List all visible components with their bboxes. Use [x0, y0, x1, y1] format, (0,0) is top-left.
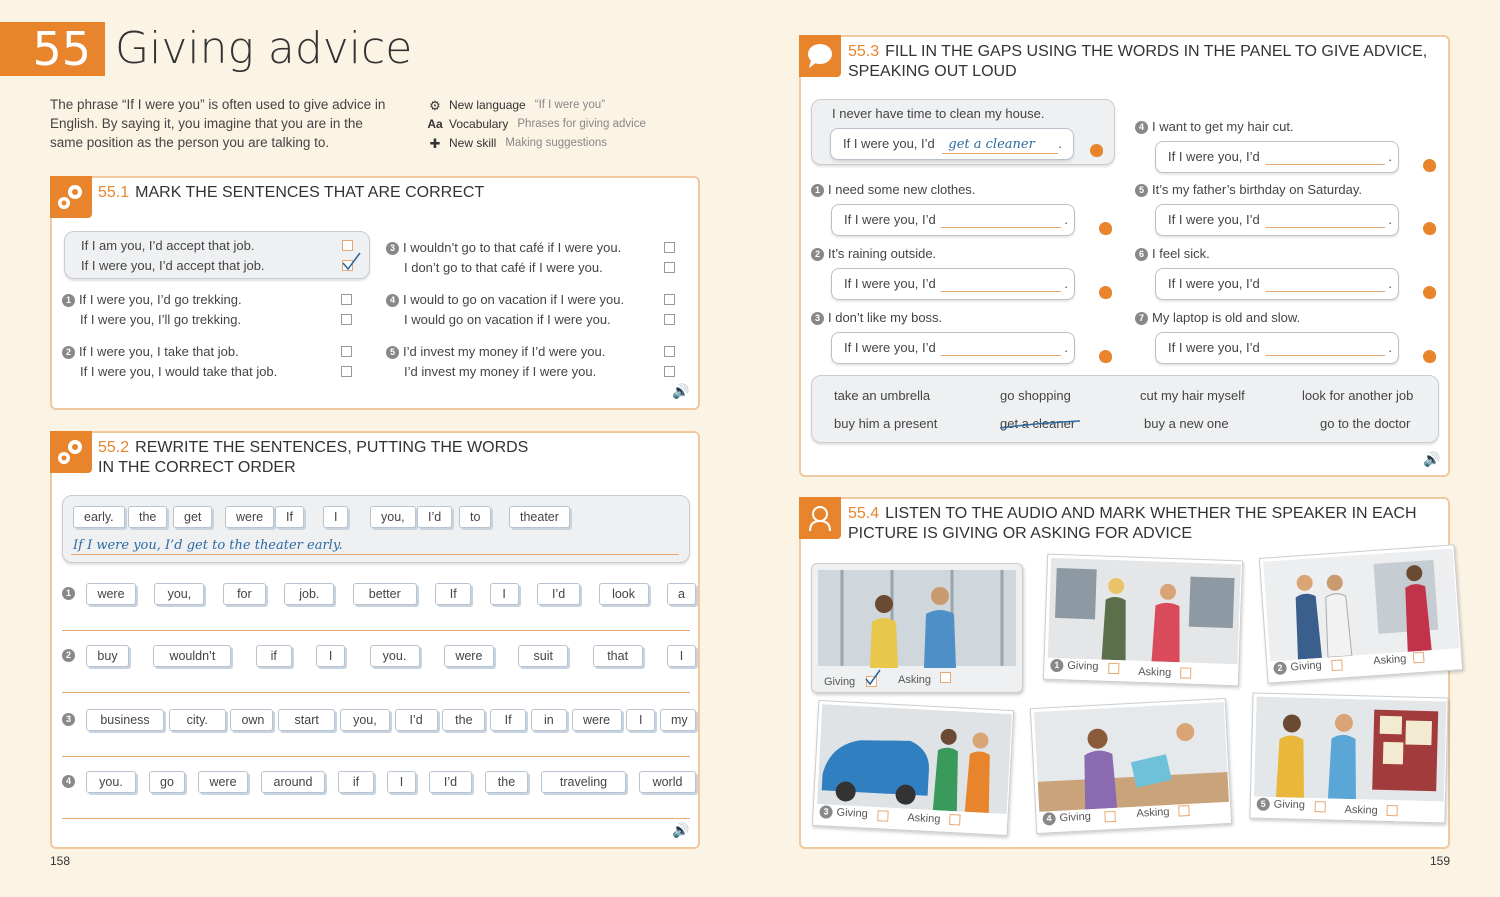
- chapter-title: Giving advice: [115, 23, 413, 74]
- audio-speaker-icon[interactable]: 🔊: [672, 822, 690, 838]
- question-number: 4: [386, 294, 399, 307]
- example-answer-bubble: If I were you, I’d get a cleaner .: [830, 128, 1074, 160]
- exercise-header: [98, 183, 484, 203]
- word-tile[interactable]: go: [149, 771, 185, 793]
- asking-label: Asking: [1136, 806, 1170, 820]
- example-sentence-b: If I were you, I’d accept that job.: [81, 258, 265, 273]
- question-number: 7: [1135, 312, 1148, 325]
- asking-label: Asking: [1137, 665, 1172, 680]
- meta-label: Vocabulary: [449, 117, 509, 131]
- sentence-text: I wouldn’t go to that café if I were you.: [403, 240, 622, 255]
- question-number: 5: [1135, 184, 1148, 197]
- speaking-head-icon: [1423, 159, 1436, 172]
- asking-label: Asking: [907, 811, 941, 826]
- word-tile[interactable]: that: [593, 645, 643, 667]
- giving-label: Giving: [824, 676, 856, 688]
- question-number: 1: [62, 294, 75, 307]
- answer-stem: If I were you, I’d: [843, 136, 935, 151]
- asking-label: Asking: [1372, 652, 1407, 668]
- exercise-55-4: [799, 497, 1450, 849]
- answer-blank[interactable]: [1265, 277, 1385, 292]
- word-tile[interactable]: buy: [86, 645, 129, 667]
- question-number: 3: [819, 805, 833, 819]
- answer-line: [62, 630, 690, 631]
- example-answer: get a cleaner: [942, 137, 1058, 154]
- word-tile[interactable]: business: [86, 709, 164, 731]
- word-tile[interactable]: early.: [73, 506, 125, 528]
- giving-checkbox[interactable]: [1108, 663, 1119, 674]
- example-sentence-a: If I am you, I’d accept that job.: [81, 238, 255, 253]
- asking-checkbox[interactable]: [1180, 667, 1191, 678]
- question-number: 3: [62, 713, 75, 726]
- example-box: [62, 495, 690, 563]
- speaking-head-icon: [1099, 286, 1112, 299]
- item-2-a: [62, 342, 239, 362]
- prompt-text: My laptop is old and slow.: [1152, 310, 1301, 325]
- prompt-5: [1135, 180, 1362, 200]
- scene-illustration: [1263, 548, 1460, 661]
- exercise-55-1: [50, 176, 700, 410]
- scene-illustration: [817, 704, 1012, 814]
- word-tile[interactable]: were: [86, 583, 136, 605]
- word-tile[interactable]: city.: [169, 709, 226, 731]
- gears-icon: ⚙: [429, 98, 441, 113]
- speaking-head-icon: [1090, 144, 1103, 157]
- question-number: 1: [811, 184, 824, 197]
- word-tile[interactable]: you,: [370, 506, 416, 528]
- word-tile[interactable]: I’d: [429, 771, 472, 793]
- asking-checkbox[interactable]: [949, 814, 961, 826]
- prompt-text: I feel sick.: [1152, 246, 1210, 261]
- example-answer: If I were you, I’d get to the theater early.: [73, 538, 343, 553]
- speaking-head-icon: [1099, 350, 1112, 363]
- exercise-title: MARK THE SENTENCES THAT ARE CORRECT: [135, 184, 485, 201]
- meta-label: New language: [449, 98, 526, 112]
- scene-illustration: [1254, 697, 1447, 802]
- prompt-text: It’s raining outside.: [828, 246, 937, 261]
- answer-stem: If I were you, I’d: [844, 340, 936, 355]
- answer-blank[interactable]: [941, 277, 1061, 292]
- item-1-b: If I were you, I’ll go trekking.: [80, 312, 242, 327]
- picture-3: [812, 700, 1014, 836]
- picture-example: [811, 563, 1023, 693]
- scene-illustration: [1048, 558, 1241, 665]
- exercise-header: [848, 42, 1427, 82]
- word-tile[interactable]: were: [572, 709, 622, 731]
- asking-label: Asking: [898, 674, 932, 686]
- item-5-a: [386, 342, 605, 362]
- chapter-meta: [426, 96, 646, 153]
- chapter-intro: The phrase “If I were you” is often used to give advice in English. By saying it, you imagine that you are in the same position as the person you are talking to.: [50, 97, 386, 150]
- question-number: 4: [1135, 121, 1148, 134]
- exercise-title: FILL IN THE GAPS USING THE WORDS IN THE PANEL TO GIVE ADVICE,: [885, 43, 1428, 60]
- speech-bubble-icon: [799, 35, 841, 77]
- asking-checkbox[interactable]: [940, 672, 951, 683]
- picture-2: [1259, 544, 1463, 683]
- word-tile[interactable]: were: [225, 506, 274, 528]
- exercise-title: LISTEN TO THE AUDIO AND MARK WHETHER THE SPEAKER IN EACH: [885, 505, 1417, 522]
- word-tile[interactable]: I: [316, 645, 345, 667]
- question-number: 2: [62, 346, 75, 359]
- word-tile[interactable]: my: [660, 709, 696, 731]
- speaking-head-icon: [1099, 222, 1112, 235]
- question-number: 2: [811, 248, 824, 261]
- word-tile[interactable]: I: [490, 583, 519, 605]
- sentence-text: If I were you, I take that job.: [79, 344, 239, 359]
- answer-stem: If I were you, I’d: [1168, 212, 1260, 227]
- speaking-head-icon: [1423, 222, 1436, 235]
- prompt-text: I don’t like my boss.: [828, 310, 943, 325]
- answer-stem: If I were you, I’d: [1168, 340, 1260, 355]
- answer-bubble: If I were you, I’d .: [831, 268, 1075, 300]
- example-box: [64, 231, 370, 279]
- prompt-text: I need some new clothes.: [828, 182, 976, 197]
- chapter-number: 55: [0, 22, 105, 76]
- word-tile[interactable]: If: [275, 506, 304, 528]
- word-tile[interactable]: world: [639, 771, 696, 793]
- speaking-head-icon: [1423, 350, 1436, 363]
- question-number: 6: [1135, 248, 1148, 261]
- picture-caption: [819, 805, 868, 821]
- giving-label: Giving: [1273, 798, 1306, 812]
- checkbox[interactable]: [341, 294, 352, 305]
- word-tile[interactable]: you,: [154, 583, 204, 605]
- item-4-a: [386, 290, 624, 310]
- picture-caption: [1042, 810, 1091, 826]
- panel-phrase: buy him a present: [834, 416, 938, 431]
- word-tile[interactable]: wouldn’t: [153, 645, 231, 667]
- word-tile[interactable]: for: [223, 583, 266, 605]
- page-number-left: 158: [50, 854, 71, 868]
- prompt-6: [1135, 244, 1210, 264]
- word-tile[interactable]: I: [387, 771, 416, 793]
- picture-caption: [1050, 659, 1099, 674]
- gear-icon: [50, 431, 92, 473]
- item-3-b: I don’t go to that café if I were you.: [404, 260, 603, 275]
- prompt-7: [1135, 308, 1300, 328]
- asking-checkbox[interactable]: [1178, 805, 1190, 817]
- prompt-text: I want to get my hair cut.: [1152, 119, 1294, 134]
- prompt-3: [811, 308, 942, 328]
- item-5-b: I’d invest my money if I were you.: [404, 364, 597, 379]
- exercise-55-3: [799, 35, 1450, 477]
- checkbox[interactable]: [341, 314, 352, 325]
- gear-icon: [50, 176, 92, 218]
- word-tile[interactable]: theater: [509, 506, 570, 528]
- word-tile[interactable]: around: [261, 771, 325, 793]
- item-2-b: If I were you, I would take that job.: [80, 364, 278, 379]
- panel-phrase-used: get a cleaner: [1000, 416, 1076, 431]
- exercise-55-2: [50, 431, 700, 849]
- prompt-1: [811, 180, 975, 200]
- picture-1: [1043, 554, 1243, 687]
- giving-checkbox[interactable]: [1315, 801, 1326, 812]
- picture-caption: [1257, 798, 1306, 812]
- answer-blank[interactable]: [1265, 150, 1385, 165]
- question-number: 5: [1257, 798, 1270, 811]
- word-tile[interactable]: I: [626, 709, 655, 731]
- answer-bubble: If I were you, I’d .: [1155, 204, 1399, 236]
- word-tile[interactable]: suit: [518, 645, 568, 667]
- picture-5: [1249, 692, 1448, 823]
- word-tile[interactable]: if: [338, 771, 374, 793]
- scene-illustration: [1034, 702, 1229, 812]
- giving-checkbox[interactable]: [1104, 811, 1116, 823]
- meta-value: Phrases for giving advice: [517, 118, 646, 130]
- answer-line: [62, 692, 690, 693]
- speaking-head-icon: [1423, 286, 1436, 299]
- asking-checkbox[interactable]: [1386, 805, 1397, 816]
- prompt-2: [811, 244, 936, 264]
- example-prompt: I never have time to clean my house.: [832, 106, 1045, 121]
- meta-new-language: [426, 96, 646, 115]
- exercise-title-line2: SPEAKING OUT LOUD: [848, 63, 1017, 80]
- page-number-right: 159: [1430, 854, 1451, 868]
- word-tile[interactable]: I’d: [417, 506, 452, 528]
- answer-bubble: If I were you, I’d .: [831, 204, 1075, 236]
- exercise-header: [848, 504, 1417, 544]
- exercise-title: REWRITE THE SENTENCES, PUTTING THE WORDS: [135, 439, 529, 456]
- question-number: 5: [386, 346, 399, 359]
- word-tile[interactable]: I: [667, 645, 696, 667]
- answer-blank[interactable]: [941, 213, 1061, 228]
- strike-line: [998, 419, 1082, 431]
- audio-speaker-icon[interactable]: 🔊: [1423, 451, 1441, 467]
- exercise-number: 55.2: [98, 439, 130, 456]
- answer-line: [71, 554, 679, 555]
- giving-checkbox[interactable]: [1331, 659, 1343, 671]
- exercise-header: [98, 438, 528, 478]
- asking-label: Asking: [1344, 803, 1378, 817]
- word-tile[interactable]: own: [230, 709, 273, 731]
- checkbox[interactable]: [341, 346, 352, 357]
- question-number: 2: [62, 649, 75, 662]
- answer-stem: If I were you, I’d: [844, 212, 936, 227]
- word-tile[interactable]: if: [256, 645, 292, 667]
- question-number: 1: [62, 587, 75, 600]
- item-3-a: [386, 238, 621, 258]
- word-tile[interactable]: job.: [284, 583, 334, 605]
- checkbox[interactable]: [664, 294, 675, 305]
- word-tile[interactable]: were: [198, 771, 248, 793]
- meta-value: Making suggestions: [505, 137, 607, 149]
- sentence-text: If I were you, I’d go trekking.: [79, 292, 242, 307]
- answer-bubble: If I were you, I’d .: [1155, 268, 1399, 300]
- checkbox[interactable]: [664, 262, 675, 273]
- meta-vocabulary: [426, 115, 646, 134]
- picture-4: [1030, 698, 1232, 834]
- aa-icon: Aa: [427, 117, 443, 131]
- word-tile[interactable]: the: [485, 771, 528, 793]
- meta-new-skill: [426, 134, 646, 153]
- checkbox[interactable]: [342, 240, 353, 251]
- word-tile[interactable]: the: [442, 709, 485, 731]
- checkbox[interactable]: [664, 242, 675, 253]
- giving-label: Giving: [1067, 659, 1099, 673]
- word-tile[interactable]: the: [128, 506, 167, 528]
- panel-phrase: buy a new one: [1144, 416, 1229, 431]
- exercise-number: 55.4: [848, 505, 880, 522]
- panel-phrase: cut my hair myself: [1140, 388, 1245, 403]
- panel-phrase: go to the doctor: [1320, 416, 1411, 431]
- exercise-number: 55.3: [848, 43, 880, 60]
- question-number: 1: [1050, 659, 1063, 672]
- answer-bubble: If I were you, I’d .: [831, 332, 1075, 364]
- panel-phrase: take an umbrella: [834, 388, 931, 403]
- scene-illustration: [812, 564, 1022, 668]
- listening-head-icon: [799, 497, 841, 539]
- exercise-title-line2: PICTURE IS GIVING OR ASKING FOR ADVICE: [848, 525, 1193, 542]
- puzzle-icon: ✚: [429, 136, 441, 151]
- sentence-text: I’d invest my money if I’d were you.: [403, 344, 606, 359]
- answer-bubble: If I were you, I’d .: [1155, 141, 1399, 173]
- giving-checkbox[interactable]: [877, 810, 889, 822]
- picture-caption: [1273, 659, 1322, 675]
- giving-label: Giving: [1290, 659, 1323, 674]
- audio-speaker-icon[interactable]: 🔊: [672, 383, 690, 399]
- answer-blank[interactable]: [941, 341, 1061, 356]
- answer-stem: If I were you, I’d: [1168, 276, 1260, 291]
- word-tile[interactable]: you.: [370, 645, 420, 667]
- exercise-title-line2: IN THE CORRECT ORDER: [98, 459, 296, 476]
- answer-line: [62, 756, 690, 757]
- asking-checkbox[interactable]: [1413, 652, 1425, 664]
- tick-icon: [864, 668, 882, 686]
- word-tile[interactable]: better: [353, 583, 417, 605]
- word-panel: [811, 375, 1439, 443]
- item-4-b: I would go on vacation if I were you.: [404, 312, 611, 327]
- meta-label: New skill: [449, 136, 497, 150]
- prompt-text: It’s my father’s birthday on Saturday.: [1152, 182, 1363, 197]
- sentence-text: I would to go on vacation if I were you.: [403, 292, 625, 307]
- word-tile[interactable]: you,: [340, 709, 390, 731]
- word-tile[interactable]: I’d: [395, 709, 438, 731]
- exercise-number: 55.1: [98, 184, 130, 201]
- meta-value: “If I were you”: [534, 99, 606, 111]
- checkbox[interactable]: [664, 346, 675, 357]
- question-number: 4: [1042, 812, 1056, 826]
- giving-label: Giving: [836, 806, 869, 821]
- checkbox[interactable]: [341, 366, 352, 377]
- word-tile[interactable]: traveling: [541, 771, 626, 793]
- answer-line: [62, 818, 690, 819]
- word-tile[interactable]: look: [599, 583, 649, 605]
- panel-phrase: go shopping: [1000, 388, 1071, 403]
- giving-label: Giving: [1059, 810, 1092, 825]
- word-tile[interactable]: you.: [86, 771, 136, 793]
- answer-bubble: If I were you, I’d .: [1155, 332, 1399, 364]
- prompt-4: [1135, 117, 1294, 137]
- word-tile[interactable]: get: [173, 506, 212, 528]
- question-number: 4: [62, 775, 75, 788]
- word-tile[interactable]: a: [667, 583, 696, 605]
- word-tile[interactable]: If: [435, 583, 471, 605]
- panel-phrase: look for another job: [1302, 388, 1414, 403]
- tick-icon: [341, 251, 361, 271]
- example-box: [811, 99, 1115, 165]
- word-tile[interactable]: were: [444, 645, 494, 667]
- answer-stem: If I were you, I’d: [1168, 149, 1260, 164]
- checkbox[interactable]: [664, 366, 675, 377]
- answer-stem: If I were you, I’d: [844, 276, 936, 291]
- question-number: 3: [386, 242, 399, 255]
- word-tile[interactable]: I: [323, 506, 348, 528]
- word-tile[interactable]: start: [278, 709, 335, 731]
- word-tile[interactable]: I’d: [537, 583, 580, 605]
- item-1-a: [62, 290, 242, 310]
- question-number: 3: [811, 312, 824, 325]
- word-tile[interactable]: in: [531, 709, 567, 731]
- answer-blank[interactable]: [1265, 213, 1385, 228]
- checkbox[interactable]: [664, 314, 675, 325]
- word-tile[interactable]: If: [490, 709, 526, 731]
- word-tile[interactable]: to: [459, 506, 491, 528]
- question-number: 2: [1273, 661, 1287, 675]
- answer-blank[interactable]: [1265, 341, 1385, 356]
